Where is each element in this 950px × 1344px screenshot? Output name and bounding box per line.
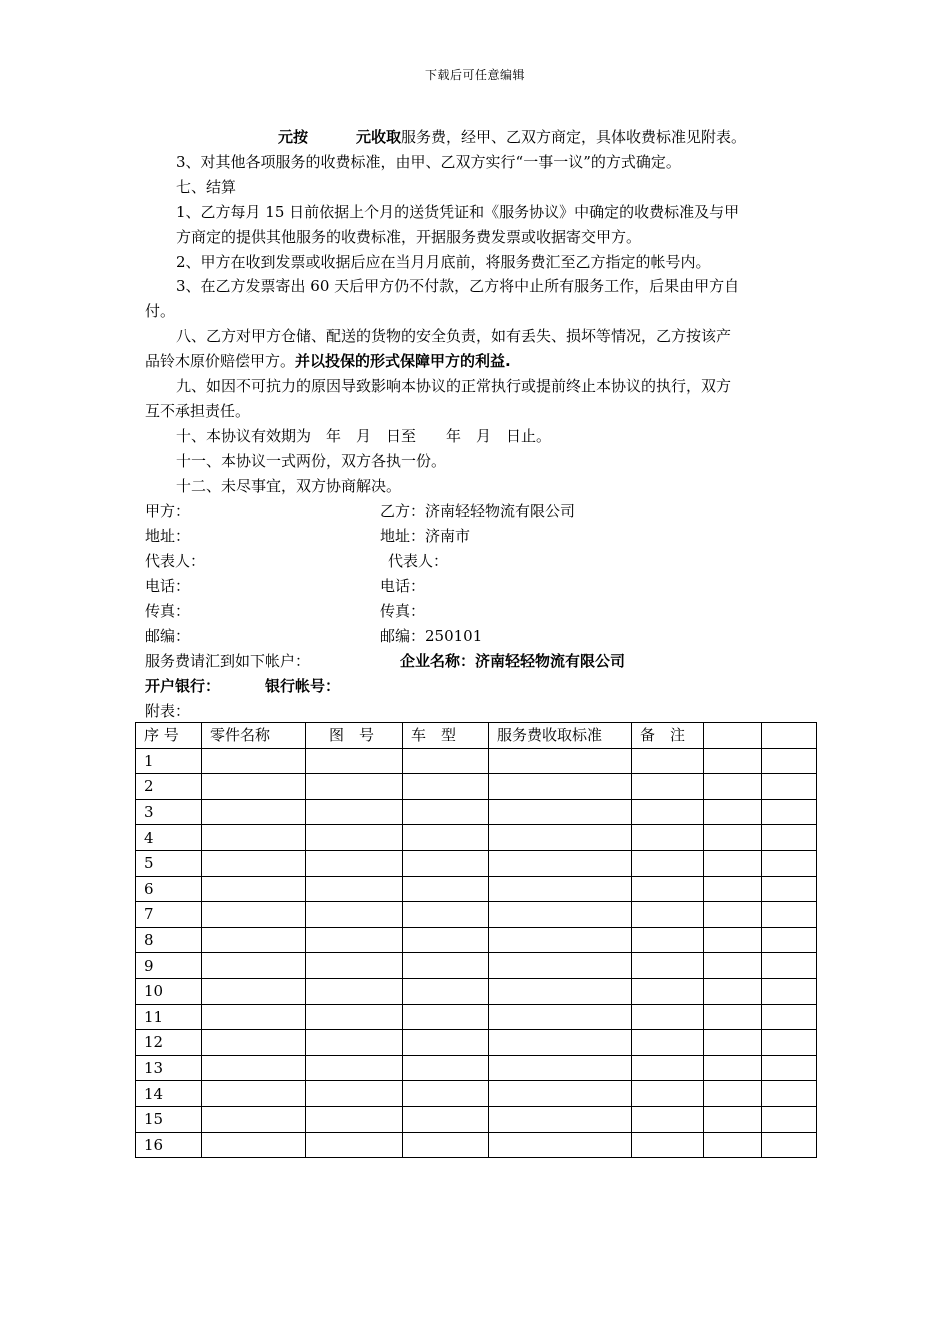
table-cell (403, 850, 489, 876)
section-7-3-line-a: 3、在乙方发票寄出 60 天后甲方仍不付款，乙方将中止所有服务工作，后果由甲方自 (176, 277, 740, 295)
table-cell (403, 1055, 489, 1081)
row-seq-cell: 3 (136, 799, 202, 825)
party-b-rep-label: 代表人： (388, 552, 449, 570)
remit-company: 企业名称：济南轻轻物流有限公司 (400, 652, 626, 670)
table-cell (306, 1081, 403, 1107)
header-blank-1 (704, 723, 762, 749)
table-cell (306, 1132, 403, 1158)
table-cell (632, 1106, 704, 1132)
table-cell (704, 1081, 762, 1107)
annex-label: 附表： (145, 702, 191, 720)
table-cell (632, 902, 704, 928)
table-cell (632, 953, 704, 979)
table-cell (489, 850, 632, 876)
table-cell (489, 953, 632, 979)
table-cell (306, 1030, 403, 1056)
table-cell (306, 850, 403, 876)
table-row (136, 748, 817, 774)
table-cell (762, 927, 817, 953)
table-row (136, 1004, 817, 1030)
row-seq-cell: 10 (136, 978, 202, 1004)
table-cell (202, 1004, 306, 1030)
table-cell (202, 953, 306, 979)
fee-bold-a: 元按 (278, 128, 309, 146)
table-row (136, 774, 817, 800)
table-cell (762, 1030, 817, 1056)
section-12: 十二、未尽事宜，双方协商解决。 (176, 477, 402, 495)
party-b-phone-label: 电话： (380, 577, 426, 595)
table-cell (632, 978, 704, 1004)
table-cell (403, 1081, 489, 1107)
table-cell (489, 774, 632, 800)
table-header-row (136, 723, 817, 749)
table-cell (632, 774, 704, 800)
section-7-1-line-a: 1、乙方每月 15 日前依据上个月的送货凭证和《服务协议》中确定的收费标准及与甲 (176, 203, 740, 221)
table-cell (489, 927, 632, 953)
table-row (136, 953, 817, 979)
table-cell (762, 1132, 817, 1158)
table-cell (202, 1132, 306, 1158)
table-cell (306, 1004, 403, 1030)
table-row (136, 825, 817, 851)
table-cell (704, 1004, 762, 1030)
table-cell (403, 1132, 489, 1158)
table-cell (762, 748, 817, 774)
account-label: 银行帐号： (265, 677, 341, 695)
table-cell (632, 876, 704, 902)
section-11: 十一、本协议一式两份，双方各执一份。 (176, 452, 447, 470)
table-cell (762, 1055, 817, 1081)
table-cell (632, 1055, 704, 1081)
table-cell (704, 1030, 762, 1056)
fee-bold-b: 元收取 (356, 128, 402, 146)
table-cell (762, 953, 817, 979)
table-cell (762, 978, 817, 1004)
table-cell (762, 825, 817, 851)
table-cell (704, 825, 762, 851)
table-cell (403, 748, 489, 774)
table-cell (762, 902, 817, 928)
table-cell (704, 850, 762, 876)
header-part-name: 零件名称 (202, 723, 306, 749)
table-cell (632, 825, 704, 851)
table-row (136, 1132, 817, 1158)
table-row (136, 1081, 817, 1107)
table-row (136, 799, 817, 825)
row-seq-cell: 15 (136, 1106, 202, 1132)
row-seq-cell: 5 (136, 850, 202, 876)
table-cell (403, 1030, 489, 1056)
table-cell (704, 876, 762, 902)
table-cell (489, 748, 632, 774)
table-cell (306, 799, 403, 825)
table-cell (306, 902, 403, 928)
table-cell (202, 978, 306, 1004)
table-cell (762, 774, 817, 800)
table-cell (704, 953, 762, 979)
header-blank-2 (762, 723, 817, 749)
table-cell (202, 850, 306, 876)
table-cell (202, 1106, 306, 1132)
row-seq-cell: 13 (136, 1055, 202, 1081)
table-cell (202, 1081, 306, 1107)
table-cell (762, 1106, 817, 1132)
table-cell (704, 978, 762, 1004)
table-row (136, 876, 817, 902)
table-cell (202, 876, 306, 902)
other-fees-paragraph: 3、对其他各项服务的收费标准，由甲、乙双方实行“一事一议”的方式确定。 (176, 153, 681, 171)
header-seq: 序 号 (136, 723, 202, 749)
table-row (136, 850, 817, 876)
table-cell (403, 799, 489, 825)
row-seq-cell: 6 (136, 876, 202, 902)
section-8-line-a: 八、乙方对甲方仓储、配送的货物的安全负责，如有丢失、损坏等情况，乙方按该产 (176, 327, 732, 345)
table-cell (202, 1030, 306, 1056)
row-seq-cell: 11 (136, 1004, 202, 1030)
annex-table (135, 722, 817, 1158)
table-cell (704, 1055, 762, 1081)
row-seq-cell: 7 (136, 902, 202, 928)
section-9-line-a: 九、如因不可抗力的原因导致影响本协议的正常执行或提前终止本协议的执行，双方 (176, 377, 732, 395)
table-cell (632, 1030, 704, 1056)
header-note: 下载后可任意编辑 (424, 68, 525, 82)
table-row (136, 1030, 817, 1056)
table-cell (403, 978, 489, 1004)
section-8-text: 品铃木原价赔偿甲方。 (145, 352, 296, 370)
table-cell (403, 902, 489, 928)
bank-label: 开户银行： (145, 677, 221, 695)
party-a-fax-label: 传真： (145, 602, 191, 620)
party-b-fax-label: 传真： (380, 602, 426, 620)
table-cell (489, 825, 632, 851)
section-7-title: 七、结算 (176, 178, 237, 196)
table-cell (489, 1004, 632, 1030)
table-cell (306, 1055, 403, 1081)
table-cell (489, 1055, 632, 1081)
section-8-bold: 并以投保的形式保障甲方的利益. (295, 352, 511, 370)
table-cell (632, 850, 704, 876)
table-row (136, 927, 817, 953)
table-cell (202, 927, 306, 953)
table-cell (403, 953, 489, 979)
table-cell (632, 1081, 704, 1107)
table-cell (704, 748, 762, 774)
table-cell (306, 978, 403, 1004)
row-seq-cell: 16 (136, 1132, 202, 1158)
table-row (136, 1055, 817, 1081)
table-cell (306, 748, 403, 774)
fee-line (278, 127, 746, 147)
table-cell (403, 927, 489, 953)
remit-label: 服务费请汇到如下帐户： (145, 652, 311, 670)
table-cell (704, 1132, 762, 1158)
header-vehicle-model: 车 型 (403, 723, 489, 749)
row-seq-cell: 1 (136, 748, 202, 774)
row-seq-cell: 4 (136, 825, 202, 851)
table-cell (306, 876, 403, 902)
table-cell (762, 1004, 817, 1030)
table-cell (202, 774, 306, 800)
table-cell (202, 748, 306, 774)
table-cell (489, 902, 632, 928)
table-cell (762, 850, 817, 876)
table-cell (306, 825, 403, 851)
table-cell (489, 799, 632, 825)
party-a-address-label: 地址： (145, 527, 191, 545)
row-seq-cell: 9 (136, 953, 202, 979)
party-a-postcode-label: 邮编： (145, 627, 191, 645)
row-seq-cell: 8 (136, 927, 202, 953)
party-a-phone-label: 电话： (145, 577, 191, 595)
table-cell (403, 825, 489, 851)
table-cell (632, 1132, 704, 1158)
table-row (136, 1106, 817, 1132)
table-cell (632, 799, 704, 825)
table-cell (704, 902, 762, 928)
table-cell (762, 876, 817, 902)
row-seq-cell: 14 (136, 1081, 202, 1107)
section-7-3-line-b: 付。 (145, 302, 176, 320)
table-cell (403, 774, 489, 800)
party-a-name-label: 甲方： (145, 502, 191, 520)
section-7-2: 2、甲方在收到发票或收据后应在当月月底前，将服务费汇至乙方指定的帐号内。 (176, 253, 711, 271)
table-cell (306, 774, 403, 800)
row-seq-cell: 12 (136, 1030, 202, 1056)
header-remarks: 备 注 (632, 723, 704, 749)
table-cell (762, 1081, 817, 1107)
table-cell (306, 953, 403, 979)
table-cell (403, 1106, 489, 1132)
table-cell (489, 1030, 632, 1056)
table-cell (306, 927, 403, 953)
table-cell (762, 799, 817, 825)
table-cell (202, 825, 306, 851)
section-9-line-b: 互不承担责任。 (145, 402, 251, 420)
table-cell (202, 799, 306, 825)
table-cell (632, 748, 704, 774)
section-8-line-b (145, 351, 511, 371)
party-b-address: 地址：济南市 (380, 527, 471, 545)
table-cell (489, 1081, 632, 1107)
party-b-name: 乙方：济南轻轻物流有限公司 (380, 502, 576, 520)
table-cell (704, 774, 762, 800)
party-a-rep-label: 代表人： (145, 552, 206, 570)
table-cell (306, 1106, 403, 1132)
fee-rest: 服务费，经甲、乙双方商定，具体收费标准见附表。 (401, 128, 747, 146)
table-cell (489, 876, 632, 902)
table-cell (202, 1055, 306, 1081)
header-fee-standard: 服务费收取标准 (489, 723, 632, 749)
section-7-1-line-b: 方商定的提供其他服务的收费标准，开据服务费发票或收据寄交甲方。 (176, 228, 642, 246)
table-cell (403, 876, 489, 902)
table-cell (489, 978, 632, 1004)
party-b-postcode: 邮编：250101 (380, 627, 483, 645)
row-seq-cell: 2 (136, 774, 202, 800)
table-row (136, 902, 817, 928)
table-cell (489, 1106, 632, 1132)
section-10: 十、本协议有效期为 年 月 日至 年 月 日止。 (176, 427, 552, 445)
table-cell (632, 927, 704, 953)
table-cell (632, 1004, 704, 1030)
table-cell (202, 902, 306, 928)
table-cell (489, 1132, 632, 1158)
table-cell (704, 799, 762, 825)
table-cell (704, 1106, 762, 1132)
table-cell (704, 927, 762, 953)
header-drawing-no: 图 号 (306, 723, 403, 749)
table-row (136, 978, 817, 1004)
table-cell (403, 1004, 489, 1030)
